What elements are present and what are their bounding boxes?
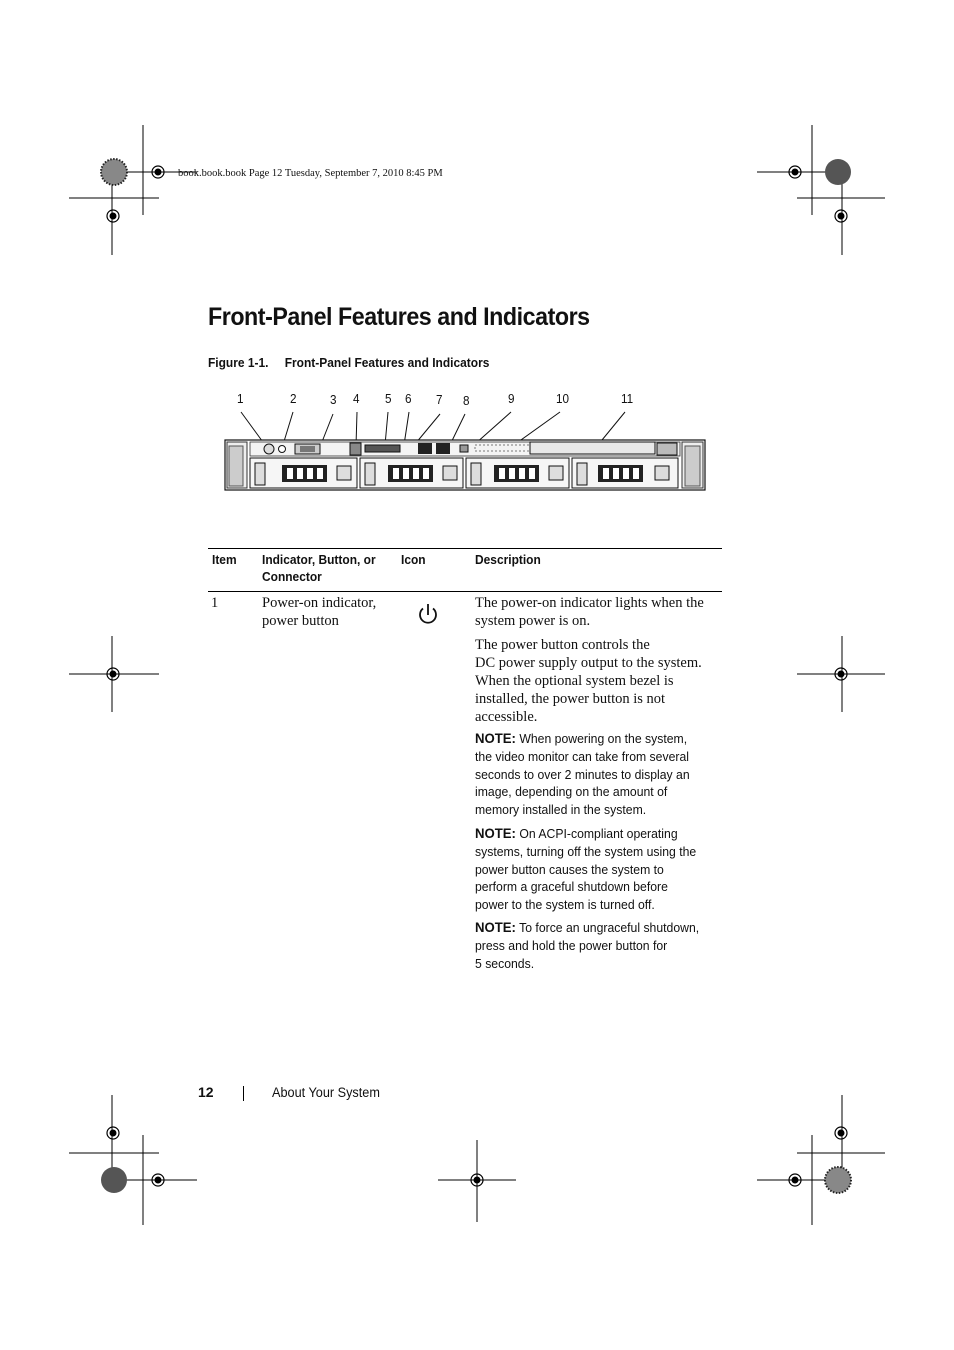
note-3-line2: press and hold the power button for bbox=[475, 937, 668, 953]
callout-1: 1 bbox=[237, 391, 244, 406]
note-2-line4: perform a graceful shutdown before bbox=[475, 879, 668, 895]
note-1-label: NOTE: bbox=[475, 730, 516, 746]
figure-caption-text: Front-Panel Features and Indicators bbox=[284, 355, 490, 370]
note-1-line4: image, depending on the amount of bbox=[475, 784, 668, 800]
note-3-line1: To force an ungraceful shutdown, bbox=[519, 920, 700, 935]
callout-10: 10 bbox=[556, 391, 570, 406]
note-1-line3: seconds to over 2 minutes to display an bbox=[475, 766, 690, 782]
server-front-panel-illustration bbox=[220, 405, 710, 495]
header-item: Item bbox=[212, 552, 237, 567]
callout-5: 5 bbox=[385, 391, 392, 406]
page-number: 12 bbox=[198, 1084, 214, 1100]
desc-p1-line2: system power is on. bbox=[475, 613, 591, 629]
note-2-label: NOTE: bbox=[475, 825, 516, 841]
footer-separator bbox=[243, 1086, 244, 1101]
header-icon: Icon bbox=[401, 552, 426, 567]
note-3-label: NOTE: bbox=[475, 919, 516, 935]
row-indicator-line1: Power-on indicator, bbox=[262, 595, 377, 611]
row-indicator bbox=[262, 594, 397, 630]
figure-caption bbox=[208, 355, 489, 370]
table-header-rule bbox=[208, 591, 722, 592]
callout-8: 8 bbox=[463, 393, 470, 408]
callout-9: 9 bbox=[508, 391, 515, 406]
callout-4: 4 bbox=[353, 391, 360, 406]
note-3 bbox=[475, 919, 710, 972]
callout-7: 7 bbox=[436, 392, 443, 407]
header-description: Description bbox=[475, 552, 541, 567]
print-header: book.book.book Page 12 Tuesday, September 7, 2010 8:45 PM bbox=[178, 168, 443, 179]
callout-11: 11 bbox=[621, 391, 634, 406]
header-indicator-line2: Connector bbox=[262, 569, 322, 584]
description-paragraph-1 bbox=[475, 594, 725, 630]
desc-p2-line5: accessible. bbox=[475, 709, 538, 725]
callout-3: 3 bbox=[330, 392, 337, 407]
desc-p2-line3: When the optional system bezel is bbox=[475, 673, 674, 689]
figure-number: Figure 1-1. bbox=[208, 355, 269, 370]
row-indicator-line2: power button bbox=[262, 613, 339, 629]
callout-6: 6 bbox=[405, 391, 412, 406]
note-2-line2: systems, turning off the system using the bbox=[475, 843, 697, 859]
row-item-number: 1 bbox=[211, 595, 219, 611]
note-3-line3: 5 seconds. bbox=[475, 955, 535, 971]
description-paragraph-2 bbox=[475, 636, 725, 726]
note-2-line1: On ACPI-compliant operating bbox=[519, 826, 678, 841]
note-1-line1: When powering on the system, bbox=[519, 731, 688, 746]
note-2-line5: power to the system is turned off. bbox=[475, 897, 655, 913]
note-2 bbox=[475, 825, 710, 914]
note-2-line3: power button causes the system to bbox=[475, 861, 664, 877]
power-icon bbox=[416, 603, 440, 627]
desc-p1-line1: The power-on indicator lights when the bbox=[475, 595, 704, 611]
page-title: Front-Panel Features and Indicators bbox=[208, 303, 590, 331]
desc-p2-line1: The power button controls the bbox=[475, 637, 650, 653]
note-1-line2: the video monitor can take from several bbox=[475, 748, 689, 764]
table-top-rule bbox=[208, 548, 722, 549]
header-indicator-line1: Indicator, Button, or bbox=[262, 552, 376, 567]
note-1-line5: memory installed in the system. bbox=[475, 802, 647, 818]
footer-section-title: About Your System bbox=[272, 1085, 380, 1100]
header-indicator bbox=[262, 551, 391, 585]
desc-p2-line2: DC power supply output to the system. bbox=[475, 655, 702, 671]
callout-2: 2 bbox=[290, 391, 297, 406]
note-1 bbox=[475, 730, 710, 819]
desc-p2-line4: installed, the power button is not bbox=[475, 691, 666, 707]
